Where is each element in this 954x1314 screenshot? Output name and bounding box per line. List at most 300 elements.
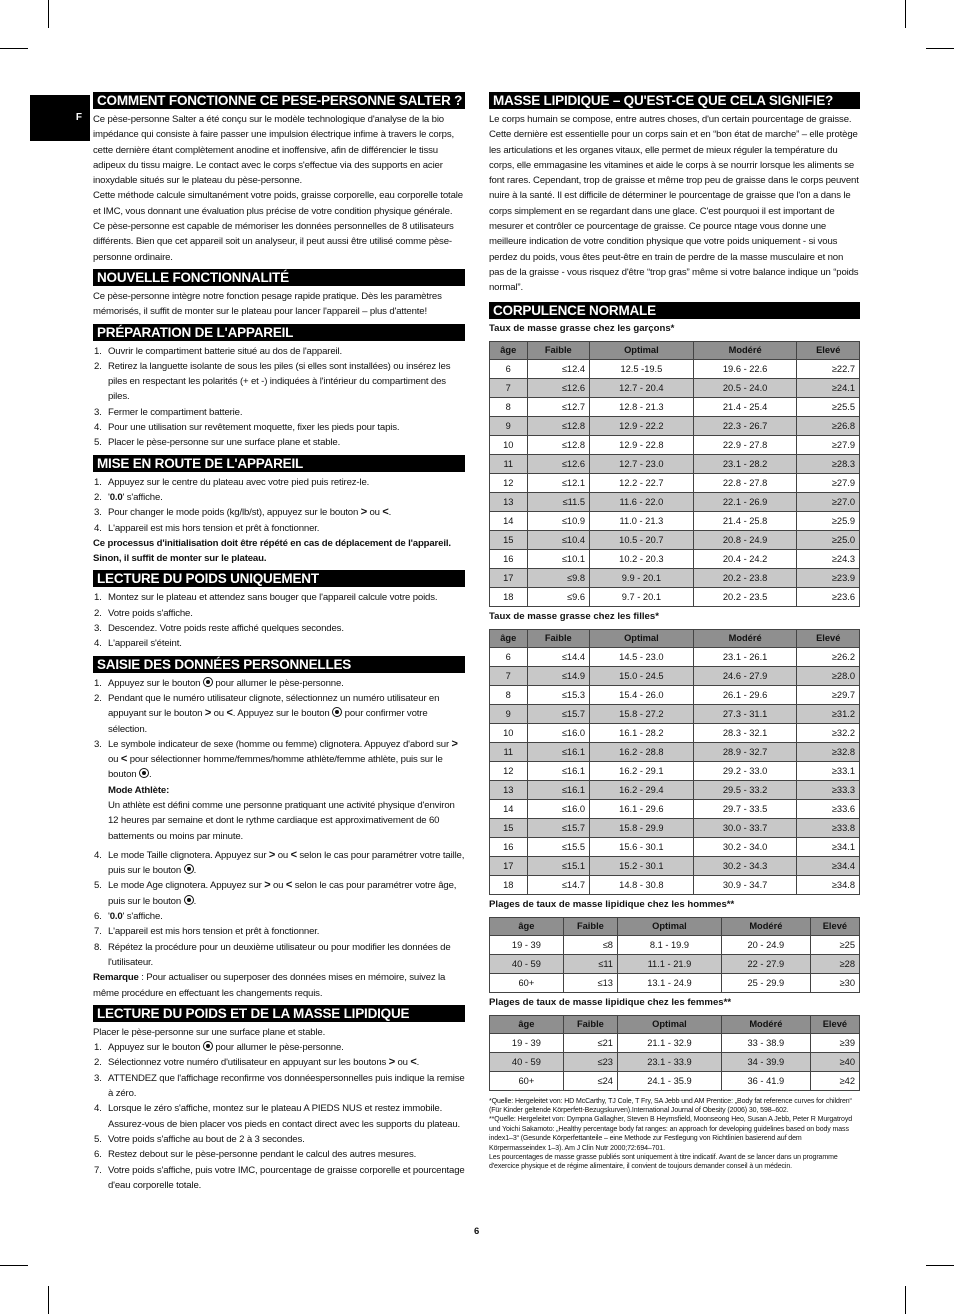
table-cell: ≤10.4 [527, 530, 589, 549]
athlete-mode-title: Mode Athlète: [108, 784, 170, 796]
list-item: 3. ATTENDEZ que l'affichage reconfirme vos donnéespersonnelles puis indique la remise à zéro. [94, 1072, 465, 1100]
table-cell: 20.2 - 23.8 [693, 568, 797, 587]
list-item: 2. Votre poids s'affiche. [94, 607, 193, 619]
table-cell: ≥27.0 [797, 492, 860, 511]
step-list [93, 344, 465, 451]
table-cell: 15 [490, 818, 528, 837]
section-personal-data [93, 656, 465, 1001]
table-cell: 11.6 - 22.0 [590, 492, 694, 511]
table-cell: ≥39 [810, 1033, 859, 1052]
table-cell: ≤12.7 [527, 397, 589, 416]
table-cell: 14 [490, 799, 528, 818]
table-cell: 15.0 - 24.5 [590, 666, 694, 685]
table-cell: 7 [490, 378, 528, 397]
list-item: 3. Le symbole indicateur de sexe (homme ou femme) clignotera. Appuyez d'abord sur > ou < pour sélectionner homme/femmes/homme athlète/femme athlète, puis sur le bouton . Mode Athlète: Un athlète est défini comme une personne pratiquant une activité physique d'environ 12 heures par semaine et dont le rythme cardiaque est approximativement de 60 battements ou moins par minute. [93, 737, 465, 844]
section-heading: MASSE LIPIDIQUE – QU'EST-CE QUE CELA SIGNIFIE? [489, 92, 860, 109]
list-item: 1. Appuyez sur le bouton pour allumer le pèse-personne. [94, 1042, 344, 1054]
list-item: 6. '0.0' s'affiche. [94, 911, 163, 923]
crop-mark [0, 1265, 28, 1266]
table-cell: 26.1 - 29.6 [693, 685, 797, 704]
crop-mark [0, 48, 28, 49]
table-cell: 12 [490, 473, 528, 492]
section-heading: NOUVELLE FONCTIONNALITÉ [93, 269, 465, 286]
table-row [490, 704, 860, 723]
table-cell: 12.2 - 22.7 [590, 473, 694, 492]
table-cell: 24.6 - 27.9 [693, 666, 797, 685]
table-cell: 18 [490, 875, 528, 894]
table-row [490, 416, 860, 435]
table-cell: 14.5 - 23.0 [590, 647, 694, 666]
table-cell: 27.3 - 31.1 [693, 704, 797, 723]
table-cell: 40 - 59 [490, 954, 564, 973]
table-cell: 23.1 - 26.1 [693, 647, 797, 666]
table-cell: 28.9 - 32.7 [693, 742, 797, 761]
table-body [490, 935, 860, 992]
table-cell: ≥24.1 [797, 378, 860, 397]
table-cell: ≤12.4 [527, 359, 589, 378]
table-cell: 12 [490, 761, 528, 780]
table-cell: ≤10.9 [527, 511, 589, 530]
table-cell: ≤12.8 [527, 435, 589, 454]
table-row [490, 530, 860, 549]
footnote: **Quelle: Hergeleitet von: Dympna Gallagher, Steven B Heymsfield, Moonseong Heo, Susan A Jebb, Peter R Murgatroyd und Yoichi Sakamoto: „Healthy percentage body fat ranges: an approach for developing guidelines based on body mass index1–3“ (Gesunde Körperfettanteile – eine Methode zur Festlegung von Richtlinien basierend auf dem Körpermasseindex 1–3). Am J Clin Nutr 2000;72:694–701. [489, 1116, 853, 1152]
table-cell: ≤14.9 [527, 666, 589, 685]
table-cell: 60+ [490, 973, 564, 992]
table-row [490, 780, 860, 799]
table-caption: Plages de taux de masse lipidique chez les femmes** [489, 996, 732, 1008]
table-cell: ≤24 [563, 1071, 617, 1090]
list-item: 4. Pour une utilisation sur revêtement moquette, fixer les pieds pour tapis. [94, 422, 400, 434]
table-cell: 29.2 - 33.0 [693, 761, 797, 780]
right-arrow-icon: > [388, 1056, 395, 1069]
table-row [490, 666, 860, 685]
table-cell: ≥32.8 [797, 742, 860, 761]
column-header: Faible [563, 917, 617, 935]
table-cell: 17 [490, 856, 528, 875]
table-cell: 15 [490, 530, 528, 549]
section-how-it-works [93, 92, 465, 265]
list-item: 2. Sélectionnez votre numéro d'utilisateur en appuyant sur les boutons > ou <. [94, 1056, 420, 1069]
table-cell: 15.4 - 26.0 [590, 685, 694, 704]
section-normal-corpulence [489, 302, 860, 1172]
list-item: 1. Ouvrir le compartiment batterie situé au dos de l'appareil. [94, 345, 343, 357]
column-header: âge [490, 1015, 564, 1033]
list-item: 5. Votre poids s'affiche au bout de 2 à 3 secondes. [94, 1133, 305, 1145]
table-cell: 21.4 - 25.4 [693, 397, 797, 416]
list-item: 2. Pendant que le numéro utilisateur clignote, sélectionnez un numéro utilisateur en appuyant sur le bouton > ou <. Appuyez sur le bouton pour confirmer votre sélection. [94, 692, 440, 735]
step-list [93, 676, 465, 971]
table-cell: 15.8 - 27.2 [590, 704, 694, 723]
table-row [490, 647, 860, 666]
women-fat-table [489, 1015, 860, 1091]
table-cell: 15.6 - 30.1 [590, 837, 694, 856]
list-item: 3. Pour changer le mode poids (kg/lb/st), appuyez sur le bouton > ou <. [94, 506, 392, 519]
table-cell: ≥22.7 [797, 359, 860, 378]
paragraph: Placer le pèse-personne sur une surface plane et stable. [93, 1026, 326, 1038]
table-cell: 11 [490, 742, 528, 761]
table-cell: 16 [490, 837, 528, 856]
table-cell: ≤16.0 [527, 799, 589, 818]
footnote: *Quelle: Hergeleitet von: HD McCarthy, TJ Cole, T Fry, SA Jebb und AM Prentice: „Body fat reference curves for children“ (Für Kinder geltende Körperfett-Bezugskurven).International Journal of Obesity (2006) 30, 598–602. [489, 1097, 852, 1114]
paragraph: Ce pèse-personne Salter a été conçu sur le modèle technologique d'analyse de la bio impédance qui consiste à faire passer une impulsion électrique infime à travers le corps, cette dernière étant complètement anodine et inoffensive, afin de différencier le tissu adipeux du tissu maigre. Le contact avec le corps s'effectue via des supports en acier inoxydable situés sur le plateau du pèse-personne. [93, 114, 454, 187]
list-item: 4. L'appareil est mis hors tension et prêt à fonctionner. [94, 522, 320, 534]
table-caption: Taux de masse grasse chez les filles* [489, 610, 659, 622]
table-row [490, 973, 860, 992]
list-item: 4. Lorsque le zéro s'affiche, montez sur le plateau A PIEDS NUS et restez immobile. Assurez-vous de bien placer vos pieds en contact direct avec les supports du plateau. [94, 1103, 461, 1130]
column-header: Modéré [721, 1015, 810, 1033]
table-cell: ≤15.3 [527, 685, 589, 704]
table-cell: ≥26.8 [797, 416, 860, 435]
paragraph: Cette méthode calcule simultanément votre poids, graisse corporelle, eau corporelle totale et IMC, vous donnant une évaluation plus précise de votre condition physique générale. [93, 190, 463, 217]
table-cell: ≤12.6 [527, 454, 589, 473]
table-cell: 13 [490, 492, 528, 511]
table-row [490, 568, 860, 587]
table-cell: 15.8 - 29.9 [590, 818, 694, 837]
table-cell: ≤12.1 [527, 473, 589, 492]
section-weight-and-fat [93, 1005, 465, 1193]
table-cell: 30.2 - 34.3 [693, 856, 797, 875]
section-weight-only [93, 570, 465, 651]
footnote: Les pourcentages de masse grasse publiés sont uniquement à titre indicatif. Avant de se lancer dans un programme d'exercice physique et de régime alimentaire, il convient de toujours demander conseil à un médecin. [489, 1154, 838, 1171]
table-cell: 19 - 39 [490, 1033, 564, 1052]
column-header: Elevé [810, 1015, 859, 1033]
language-tab: F [30, 95, 90, 141]
table-cell: ≤12.8 [527, 416, 589, 435]
table-cell: ≤15.7 [527, 704, 589, 723]
section-preparation [93, 324, 465, 451]
column-header: Modéré [693, 629, 797, 647]
table-cell: 16.2 - 28.8 [590, 742, 694, 761]
column-header: Modéré [721, 917, 810, 935]
crop-mark [48, 1286, 49, 1314]
table-cell: ≤11 [563, 954, 617, 973]
list-item: 5. Le mode Age clignotera. Appuyez sur > ou < selon le cas pour paramétrer votre âge, puis sur le bouton . [94, 879, 457, 907]
table-caption: Taux de masse grasse chez les garçons* [489, 322, 675, 334]
table-cell: 10.5 - 20.7 [590, 530, 694, 549]
column-header: âge [490, 629, 528, 647]
table-cell: 10 [490, 723, 528, 742]
column-header: Faible [527, 629, 589, 647]
section-heading: PRÉPARATION DE L'APPAREIL [93, 324, 465, 341]
table-cell: ≤9.6 [527, 587, 589, 606]
table-cell: 23.1 - 33.9 [617, 1052, 721, 1071]
table-cell: 9 [490, 704, 528, 723]
table-row [490, 1033, 860, 1052]
table-cell: 11.1 - 21.9 [617, 954, 721, 973]
right-arrow-icon: > [268, 848, 276, 861]
remark: Remarque : Pour actualiser ou superposer des données mises en mémoire, suivez la même procédure en effectuant les changements requis. [93, 972, 446, 999]
table-row [490, 818, 860, 837]
table-cell: ≥40 [810, 1052, 859, 1071]
table-cell: ≤15.7 [527, 818, 589, 837]
table-cell: 12.7 - 20.4 [590, 378, 694, 397]
list-item: 3. Descendez. Votre poids reste affiché quelques secondes. [94, 623, 344, 635]
left-arrow-icon: < [120, 753, 128, 766]
section-heading: CORPULENCE NORMALE [489, 302, 860, 319]
column-header: Elevé [810, 917, 859, 935]
list-item: 7. L'appareil est mis hors tension et prêt à fonctionner. [94, 926, 320, 938]
step-list [93, 475, 465, 536]
table-cell: ≥25.0 [797, 530, 860, 549]
table-cell: 9 [490, 416, 528, 435]
table-row [490, 856, 860, 875]
table-cell: 19.6 - 22.6 [693, 359, 797, 378]
paragraph: Ce pèse-personne est capable de mémoriser les données personnelles de 8 utilisateurs différents. Bien que cet appareil soit un analyseur, il peut aussi être utilisé comme pèse-personne ordinaire. [93, 221, 454, 263]
table-row [490, 1052, 860, 1071]
boys-fat-table [489, 341, 860, 607]
table-cell: ≤15.1 [527, 856, 589, 875]
table-cell: 16.2 - 29.4 [590, 780, 694, 799]
table-cell: 25 - 29.9 [721, 973, 810, 992]
list-item: 5. Placer le pèse-personne sur une surface plane et stable. [94, 437, 341, 449]
table-cell: 10.2 - 20.3 [590, 549, 694, 568]
table-cell: 16.1 - 28.2 [590, 723, 694, 742]
table-row [490, 954, 860, 973]
table-cell: 12.9 - 22.8 [590, 435, 694, 454]
list-item: 2. Retirez la languette isolante de sous les piles (si elles sont installées) ou insérez les piles en respectant les polarités (+ et -) indiquées à l'intérieur du compartiment des piles. [94, 360, 451, 403]
footnotes [489, 1097, 860, 1172]
column-header: Optimal [617, 917, 721, 935]
table-cell: ≥28.0 [797, 666, 860, 685]
list-item: 4. L'appareil s'éteint. [94, 638, 182, 650]
section-new-feature [93, 269, 465, 320]
table-cell: 13.1 - 24.9 [617, 973, 721, 992]
table-row [490, 397, 860, 416]
table-row [490, 549, 860, 568]
table-cell: 8 [490, 685, 528, 704]
table-cell: 6 [490, 647, 528, 666]
table-cell: ≤21 [563, 1033, 617, 1052]
table-cell: 33 - 38.9 [721, 1033, 810, 1052]
table-cell: 16.1 - 29.6 [590, 799, 694, 818]
table-cell: ≥28.3 [797, 454, 860, 473]
column-header: Faible [563, 1015, 617, 1033]
table-cell: ≥25.9 [797, 511, 860, 530]
table-row [490, 511, 860, 530]
table-cell: 8 [490, 397, 528, 416]
column-header: Optimal [590, 341, 694, 359]
column-header: Elevé [797, 341, 860, 359]
table-cell: 8.1 - 19.9 [617, 935, 721, 954]
table-row [490, 723, 860, 742]
table-cell: 12.5 -19.5 [590, 359, 694, 378]
table-row [490, 742, 860, 761]
table-cell: ≤16.1 [527, 742, 589, 761]
left-arrow-icon: < [226, 707, 233, 720]
step-list [93, 590, 465, 651]
table-caption: Plages de taux de masse lipidique chez les hommes** [489, 898, 735, 910]
table-row [490, 435, 860, 454]
crop-mark [926, 1265, 954, 1266]
table-cell: 12.7 - 23.0 [590, 454, 694, 473]
left-arrow-icon: < [290, 848, 297, 861]
table-cell: 16 [490, 549, 528, 568]
table-cell: 11 [490, 454, 528, 473]
table-cell: 30.9 - 34.7 [693, 875, 797, 894]
column-header: Elevé [797, 629, 860, 647]
table-row [490, 799, 860, 818]
table-cell: 19 - 39 [490, 935, 564, 954]
table-body [490, 1033, 860, 1090]
table-cell: 22.9 - 27.8 [693, 435, 797, 454]
table-row [490, 875, 860, 894]
table-cell: 22.8 - 27.8 [693, 473, 797, 492]
paragraph: Ce pèse-personne intègre notre fonction pesage rapide pratique. Dès les paramètres mémorisés, il suffit de monter sur le plateau pour lancer l'appareil – plus d'attente! [93, 290, 442, 318]
table-cell: ≥33.6 [797, 799, 860, 818]
table-cell: 13 [490, 780, 528, 799]
table-cell: ≥33.3 [797, 780, 860, 799]
right-column [489, 92, 860, 1176]
list-item: 1. Appuyez sur le centre du plateau avec votre pied puis retirez-le. [94, 476, 370, 488]
table-body [490, 359, 860, 606]
table-cell: 40 - 59 [490, 1052, 564, 1071]
set-button-icon [184, 864, 194, 874]
table-cell: 21.4 - 25.8 [693, 511, 797, 530]
left-arrow-icon: < [382, 506, 389, 519]
table-cell: 11.0 - 21.3 [590, 511, 694, 530]
section-startup [93, 455, 465, 567]
table-cell: 16.2 - 29.1 [590, 761, 694, 780]
table-cell: 9.9 - 20.1 [590, 568, 694, 587]
section-heading: COMMENT FONCTIONNE CE PESE-PERSONNE SALTER ? [93, 92, 465, 109]
table-cell: ≤14.4 [527, 647, 589, 666]
table-cell: 20 - 24.9 [721, 935, 810, 954]
table-cell: ≥42 [810, 1071, 859, 1090]
crop-mark [905, 0, 906, 28]
table-row [490, 685, 860, 704]
table-cell: ≥34.4 [797, 856, 860, 875]
section-heading: MISE EN ROUTE DE L'APPAREIL [93, 455, 465, 472]
table-row [490, 359, 860, 378]
column-header: âge [490, 341, 528, 359]
table-body [490, 647, 860, 894]
right-arrow-icon: > [204, 707, 212, 720]
table-cell: ≤14.7 [527, 875, 589, 894]
column-header: Modéré [693, 341, 797, 359]
table-cell: ≥28 [810, 954, 859, 973]
list-item: 8. Répétez la procédure pour un deuxième utilisateur ou pour modifier les données de l'utilisateur. [94, 941, 451, 968]
column-header: âge [490, 917, 564, 935]
table-cell: 18 [490, 587, 528, 606]
step-list [93, 1040, 465, 1193]
table-cell: ≤15.5 [527, 837, 589, 856]
section-body-fat-meaning [489, 92, 860, 296]
table-cell: ≥34.8 [797, 875, 860, 894]
table-cell: ≥27.9 [797, 473, 860, 492]
table-row [490, 473, 860, 492]
left-column [93, 92, 465, 1197]
table-row [490, 454, 860, 473]
table-cell: ≥25 [810, 935, 859, 954]
set-button-icon [203, 677, 213, 687]
table-cell: ≥29.7 [797, 685, 860, 704]
column-header: Optimal [617, 1015, 721, 1033]
table-cell: 20.2 - 23.5 [693, 587, 797, 606]
table-cell: 29.5 - 33.2 [693, 780, 797, 799]
table-cell: ≤16.1 [527, 780, 589, 799]
table-cell: 21.1 - 32.9 [617, 1033, 721, 1052]
table-cell: ≤8 [563, 935, 617, 954]
list-item: 1. Appuyez sur le bouton pour allumer le pèse-personne. [94, 677, 344, 689]
table-cell: ≥30 [810, 973, 859, 992]
set-button-icon [139, 768, 149, 778]
table-cell: ≤16.1 [527, 761, 589, 780]
note: Ce processus d'initialisation doit être répété en cas de déplacement de l'appareil. Sinon, il suffit de monter sur le plateau. [93, 537, 451, 565]
set-button-icon [332, 707, 342, 717]
table-cell: 23.1 - 28.2 [693, 454, 797, 473]
crop-mark [926, 48, 954, 49]
table-cell: ≤13 [563, 973, 617, 992]
left-arrow-icon: < [410, 1056, 417, 1069]
table-cell: ≤11.5 [527, 492, 589, 511]
table-row [490, 761, 860, 780]
section-heading: SAISIE DES DONNÉES PERSONNELLES [93, 656, 465, 673]
list-item: 7. Votre poids s'affiche, puis votre IMC, pourcentage de graisse corporelle et pourcentage d'eau corporelle totale. [94, 1164, 465, 1191]
table-cell: ≥32.2 [797, 723, 860, 742]
list-item: 2. '0.0' s'affiche. [94, 491, 163, 503]
right-arrow-icon: > [451, 737, 458, 750]
table-cell: ≤23 [563, 1052, 617, 1071]
table-cell: 20.4 - 24.2 [693, 549, 797, 568]
crop-mark [905, 1286, 906, 1314]
table-row [490, 378, 860, 397]
column-header: Optimal [590, 629, 694, 647]
table-cell: ≤9.8 [527, 568, 589, 587]
list-item: 6. Restez debout sur le pèse-personne pendant le calcul des autres mesures. [94, 1149, 417, 1161]
left-arrow-icon: < [285, 879, 293, 892]
list-item: 1. Montez sur le plateau et attendez sans bouger que l'appareil calcule votre poids. [94, 592, 438, 604]
section-heading: LECTURE DU POIDS ET DE LA MASSE LIPIDIQUE [93, 1005, 465, 1022]
table-cell: 14 [490, 511, 528, 530]
set-button-icon [203, 1041, 213, 1051]
table-row [490, 935, 860, 954]
paragraph: Le corps humain se compose, entre autres choses, d'un certain pourcentage de graisse. Cette dernière est essentielle pour un corps sain et en “bon état de marche” – elle protège les articulations et les organes vitaux, elle permet de mieux réguler la température du corps, elle emmagasine les vitamines et aide le corps à se nourrir lorsque les aliments se font rares. Cependant, trop de graisse et même trop peu de graisse dans le corps peuvent nuire à la santé. Il est difficile de déterminer le pourcentage de graisse que l'on a dans le corps simplement en se regardant dans une glace. C'est pourquoi il est important de mesurer et contrôler ce pourcentage de graisse. Ce pource ntage vous donne une meilleure indication de votre condition physique que votre poids uniquement - si vous perdez du poids, vous êtes peut-être en train de perdre de la masse musculaire et non pas de la graisse - vous risquez d'être “trop gras” même si votre balance indique un “poids normal”. [489, 114, 859, 294]
table-cell: ≥24.3 [797, 549, 860, 568]
table-cell: 30.0 - 33.7 [693, 818, 797, 837]
table-cell: 10 [490, 435, 528, 454]
table-cell: 12.8 - 21.3 [590, 397, 694, 416]
table-cell: 36 - 41.9 [721, 1071, 810, 1090]
page-number: 6 [474, 1226, 480, 1237]
table-cell: ≥25.5 [797, 397, 860, 416]
table-cell: 28.3 - 32.1 [693, 723, 797, 742]
table-cell: 12.9 - 22.2 [590, 416, 694, 435]
table-cell: 34 - 39.9 [721, 1052, 810, 1071]
table-row [490, 837, 860, 856]
table-cell: 29.7 - 33.5 [693, 799, 797, 818]
table-cell: 20.8 - 24.9 [693, 530, 797, 549]
table-cell: 6 [490, 359, 528, 378]
table-cell: 7 [490, 666, 528, 685]
table-cell: ≥23.9 [797, 568, 860, 587]
table-cell: ≤10.1 [527, 549, 589, 568]
table-cell: ≥23.6 [797, 587, 860, 606]
list-item: 4. Le mode Taille clignotera. Appuyez sur > ou < selon le cas pour paramétrer votre taille, puis sur le bouton . [94, 848, 465, 877]
table-cell: ≥31.2 [797, 704, 860, 723]
crop-mark [48, 0, 49, 28]
right-arrow-icon: > [264, 879, 271, 892]
right-arrow-icon: > [360, 506, 367, 519]
table-cell: 60+ [490, 1071, 564, 1090]
table-cell: 14.8 - 30.8 [590, 875, 694, 894]
table-cell: 15.2 - 30.1 [590, 856, 694, 875]
table-cell: ≥26.2 [797, 647, 860, 666]
table-cell: 30.2 - 34.0 [693, 837, 797, 856]
girls-fat-table [489, 629, 860, 895]
table-cell: 24.1 - 35.9 [617, 1071, 721, 1090]
table-cell: ≥34.1 [797, 837, 860, 856]
table-cell: 22 - 27.9 [721, 954, 810, 973]
